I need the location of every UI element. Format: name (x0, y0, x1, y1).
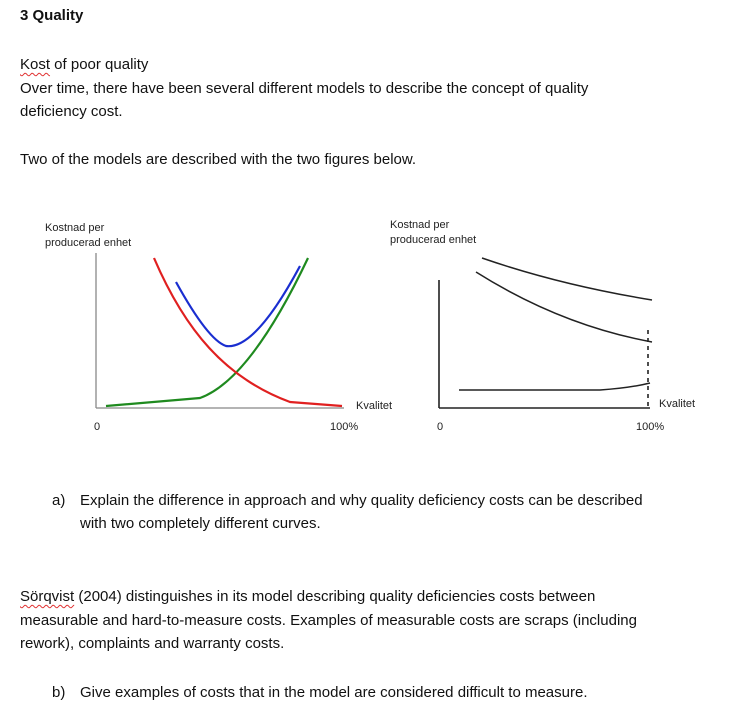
prevention-cost-curve (106, 258, 308, 406)
question-a-text (80, 489, 720, 535)
sorqvist-line-2: measurable and hard-to-measure costs. Examples of measurable costs are scraps (including (20, 612, 637, 629)
left-tick-end: 100% (330, 421, 359, 433)
left-ylabel-line-1: Kostnad per (45, 222, 105, 234)
question-a-line-1: Explain the difference in approach and why quality deficiency costs can be described (80, 492, 643, 509)
question-a-label: a) (52, 492, 66, 509)
sorqvist-line-3: rework), complaints and warranty costs. (20, 635, 285, 652)
sorqvist-line-1 (20, 585, 595, 608)
right-ylabel-line-2: producerad enhet (390, 234, 477, 246)
left-ylabel-line-2: producerad enhet (45, 237, 132, 249)
right-tick-end: 100% (636, 421, 665, 433)
right-xlabel: Kvalitet (659, 398, 696, 410)
lower-cost-curve (459, 383, 650, 390)
section-heading: 3 Quality (20, 7, 84, 24)
intro-line-2: deficiency cost. (20, 103, 123, 120)
question-a (52, 489, 742, 535)
left-tick-start: 0 (94, 421, 101, 433)
failure-cost-curve (154, 258, 342, 406)
total-cost-curve (176, 266, 300, 346)
left-figure (96, 253, 344, 408)
right-figure (439, 258, 652, 408)
spellcheck-word: Kost (20, 56, 51, 73)
intro-line-1: Over time, there have been several different models to describe the concept of quality (20, 80, 589, 97)
right-ylabel-line-1: Kostnad per (390, 219, 450, 231)
right-tick-start: 0 (437, 421, 444, 433)
question-b (52, 681, 742, 705)
question-b-text: Give examples of costs that in the model are considered difficult to measure. (80, 684, 588, 701)
question-a-line-2: with two completely different curves. (80, 515, 321, 532)
subtitle-rest: of poor quality (50, 56, 149, 73)
question-b-label: b) (52, 684, 66, 701)
upper-cost-curve (482, 258, 652, 300)
spellcheck-name: Sörqvist (20, 588, 75, 605)
left-xlabel: Kvalitet (356, 400, 393, 412)
sorqvist-line-1-rest: (2004) distinguishes in its model describing quality deficiencies costs between (74, 588, 596, 605)
models-text: Two of the models are described with the two figures below. (20, 151, 417, 168)
